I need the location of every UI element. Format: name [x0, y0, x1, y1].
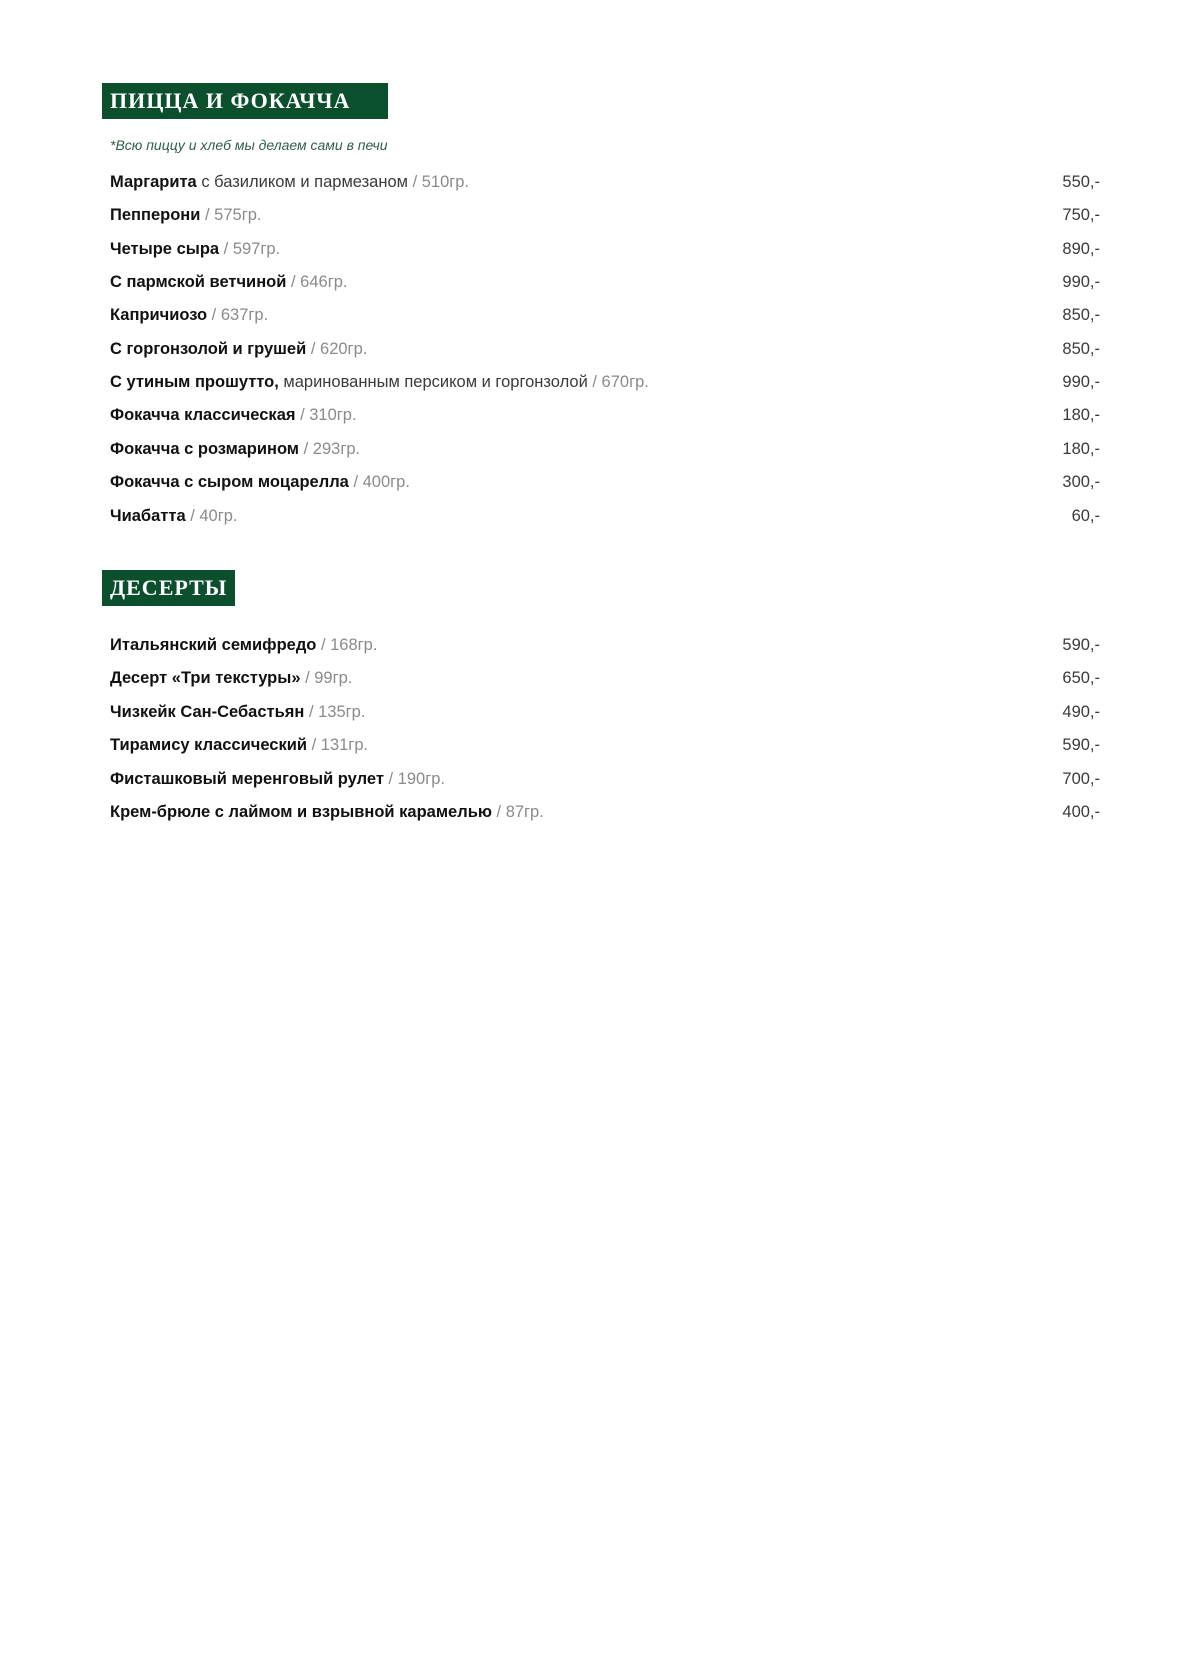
item-price: 490,-	[1062, 703, 1100, 721]
item-price: 850,-	[1062, 340, 1100, 358]
section-title-pizza: ПИЦЦА И ФОКАЧЧА	[102, 83, 388, 119]
item-price: 590,-	[1062, 736, 1100, 754]
item-name: Чиабатта	[110, 507, 186, 525]
item-weight: / 40гр.	[185, 507, 238, 525]
menu-item	[110, 633, 1100, 657]
item-name: С утиным прошутто,	[110, 373, 279, 391]
section-title-desserts: ДЕСЕРТЫ	[102, 570, 235, 606]
menu-item	[110, 403, 1100, 427]
item-price: 700,-	[1062, 770, 1100, 788]
item-price: 990,-	[1062, 273, 1100, 291]
item-price: 750,-	[1062, 206, 1100, 224]
item-price: 400,-	[1062, 803, 1100, 821]
item-weight: / 597гр.	[219, 240, 281, 258]
item-weight: / 400гр.	[348, 473, 410, 491]
section-note-pizza: *Всю пиццу и хлеб мы делаем сами в печи	[110, 137, 388, 153]
item-weight: / 510гр.	[407, 173, 470, 191]
menu-item	[110, 733, 1100, 757]
item-weight: / 135гр.	[304, 703, 366, 721]
menu-item	[110, 470, 1100, 494]
item-weight: / 168гр.	[316, 636, 378, 654]
item-name: Фокачча классическая	[110, 406, 296, 424]
menu-item	[110, 270, 1100, 294]
item-weight: / 670гр.	[587, 373, 649, 391]
item-name: Пепперони	[110, 206, 201, 224]
item-name: Капричиозо	[110, 306, 208, 324]
item-price: 300,-	[1062, 473, 1100, 491]
item-name: Крем-брюле с лаймом и взрывной карамелью	[110, 803, 492, 821]
item-name: С горгонзолой и грушей	[110, 340, 307, 358]
menu-item	[110, 203, 1100, 227]
menu-item	[110, 303, 1100, 327]
item-name: Десерт «Три текстуры»	[110, 669, 301, 687]
menu-item	[110, 170, 1100, 194]
item-price: 650,-	[1062, 669, 1100, 687]
item-price: 180,-	[1062, 406, 1100, 424]
item-price: 550,-	[1062, 173, 1100, 191]
menu-item	[110, 800, 1100, 824]
item-weight: / 87гр.	[491, 803, 544, 821]
item-weight: / 293гр.	[299, 440, 361, 458]
item-weight: / 99гр.	[300, 669, 353, 687]
item-weight: / 190гр.	[383, 770, 445, 788]
menu-item	[110, 767, 1100, 791]
item-price: 850,-	[1062, 306, 1100, 324]
item-weight: / 310гр.	[295, 406, 357, 424]
item-name: Фисташковый меренговый рулет	[110, 770, 384, 788]
menu-item	[110, 437, 1100, 461]
item-name: Четыре сыра	[110, 240, 220, 258]
menu-item	[110, 700, 1100, 724]
item-price: 60,-	[1071, 507, 1100, 525]
item-name: Фокачча с сыром моцарелла	[110, 473, 349, 491]
item-name: Итальянский семифредо	[110, 636, 317, 654]
menu-item	[110, 237, 1100, 261]
item-name: Чизкейк Сан-Себастьян	[110, 703, 305, 721]
item-name: С пармской ветчиной	[110, 273, 287, 291]
item-price: 180,-	[1062, 440, 1100, 458]
item-name: Тирамису классический	[110, 736, 308, 754]
menu-item	[110, 666, 1100, 690]
item-description: маринованным персиком и горгонзолой	[278, 373, 588, 391]
item-weight: / 637гр.	[207, 306, 269, 324]
item-weight: / 646гр.	[286, 273, 348, 291]
menu-item	[110, 337, 1100, 361]
item-name: Фокачча с розмарином	[110, 440, 300, 458]
item-price: 890,-	[1062, 240, 1100, 258]
item-price: 990,-	[1062, 373, 1100, 391]
item-weight: / 575гр.	[200, 206, 262, 224]
menu-item	[110, 370, 1100, 394]
item-price: 590,-	[1062, 636, 1100, 654]
item-weight: / 131гр.	[307, 736, 369, 754]
item-weight: / 620гр.	[306, 340, 368, 358]
item-name: Маргарита	[110, 173, 197, 191]
menu-item	[110, 504, 1100, 528]
item-description: с базиликом и пармезаном	[196, 173, 408, 191]
